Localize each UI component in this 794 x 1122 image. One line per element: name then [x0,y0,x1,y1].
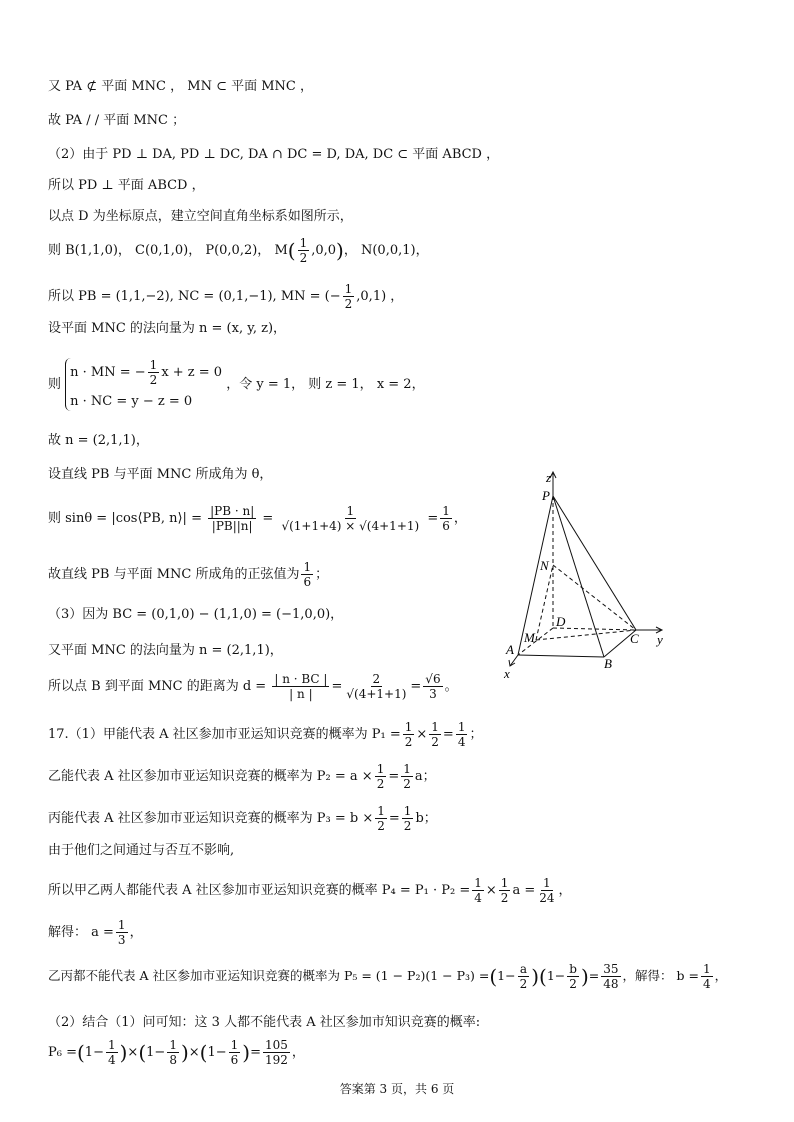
fraction [148,358,160,387]
fraction [701,962,713,991]
numerator: 1 [702,962,711,976]
label-M: M [524,630,535,645]
text-segment: ； [469,727,483,742]
fraction [440,504,452,533]
numerator: |PB · n| [210,504,255,518]
numerator: 1 [431,720,439,734]
denominator: 2 [403,819,412,833]
denominator: 4 [702,977,711,991]
fraction [601,962,620,991]
denominator: |PB||n| [211,519,253,533]
denominator: 2 [403,777,411,791]
denominator: 2 [500,891,509,905]
text-segment: 17.（1）甲能代表 A 社区参加市亚运知识竞赛的概率为 P₁ = [48,727,401,742]
fraction [401,762,413,791]
text-segment: 解得： a = [48,925,114,940]
fraction [167,1038,179,1067]
system-row [70,358,222,387]
text-segment: ， [291,1045,305,1060]
denominator: 2 [344,297,353,311]
denominator: 6 [230,1053,239,1067]
text-segment: ， [453,511,467,526]
denominator: 4 [107,1053,116,1067]
numerator: 1 [230,1038,239,1052]
text-line: 设直线 PB 与平面 MNC 所成角为 θ， [48,467,273,482]
denominator: 2 [299,251,308,265]
edge-AB [518,655,604,657]
text-line: 由于他们之间通过与否互不影响, [48,843,235,858]
fraction [456,720,468,749]
text-line: 则 sinθ = |cos⟨PB, n⟩| = $\frac{|PB \cdot n|}{|PB||n|}$ = $\frac{1}{√(1+1+4) \times √(4+1+1)}$ = $\frac{1}{6}$ ， [48,504,467,533]
text-segment: ，解得： b = [622,968,699,983]
text-line [48,918,143,947]
fraction [116,918,128,947]
fraction [301,560,313,589]
text-line: 所以点 B 到平面 MNC 的距离为 d = $\frac{| n \cdot BC |}{| n |}$ = $\frac{2}{√(4+1+1)}$ = $\frac{√6}{3}$ 。 [48,672,458,701]
numerator: 1 [149,358,158,372]
text-line: 所以 PD ⊥ 平面 ABCD ， [48,178,205,193]
denominator: 2 [149,373,158,387]
text-line: 乙丙都不能代表 A 社区参加市亚运知识竞赛的概率为 P₅ = (1 − P₂)(1 − P₃) =(1− $\frac{a}{2}$ )(1− $\frac{b}{2}$ )= $\frac{35}{48}$ ，解得： b = $\frac{1}{4}$ ， [48,962,728,991]
denominator: √(4+1+1) [346,687,407,701]
text-line [48,282,403,311]
denominator: 2 [519,977,528,991]
text-line: 设平面 MNC 的法向量为 n = (x, y, z)， [48,321,287,336]
label-P: P [542,488,550,503]
text-segment: 。 [444,679,458,694]
text-segment: 乙能代表 A 社区参加市亚运知识竞赛的概率为 P₂ = a × [48,769,373,784]
denominator: 2 [569,977,577,991]
numerator: 1 [457,720,466,734]
numerator: 1 [299,236,308,250]
numerator: 1 [403,804,412,818]
fraction [403,720,415,749]
text-line: 丙能代表 A 社区参加市亚运知识竞赛的概率为 P₃ = b × $\frac{1}{2}$ = $\frac{1}{2}$ b； [48,804,437,833]
numerator: 1 [403,762,411,776]
text-line: 故 PA / / 平面 MNC ； [48,113,186,128]
numerator: 1 [543,876,551,890]
denominator: √(1+1+4) × √(4+1+1) [281,519,420,533]
numerator: | n · BC | [274,672,328,686]
denominator: 8 [169,1053,177,1067]
numerator: 35 [603,962,619,976]
text-segment: = [262,511,274,526]
text-segment: 则 sinθ = |cos⟨PB, n⟩| = [48,511,202,526]
numerator: 2 [372,672,381,686]
fraction [518,962,530,991]
text-line: （2）由于 PD ⊥ DA, PD ⊥ DC, DA ∩ DC = D, DA, DC ⊂ 平面 ABCD ， [48,147,500,162]
fraction [272,672,329,701]
edge-MN [536,565,553,640]
page-footer: 答案第 3 页，共 6 页 [339,1082,455,1096]
text-segment: ， [714,968,728,983]
fraction [472,876,484,905]
text-line [48,560,328,589]
fraction [375,762,387,791]
numerator: 1 [346,504,355,518]
fraction [229,1038,241,1067]
numerator: 1 [107,1038,116,1052]
numerator: 1 [169,1038,177,1052]
text-segment: 所以甲乙两人都能代表 A 社区参加市亚运知识竞赛的概率 P₄ = P₁ · P₂ = [48,883,471,898]
denominator: 6 [303,575,312,589]
pyramid-figure [496,460,676,685]
fraction [344,672,408,701]
label-x: x [504,666,510,681]
denominator: 4 [457,735,466,749]
fraction [208,504,256,533]
label-y: y [657,632,663,647]
numerator: 1 [303,560,312,574]
fraction [343,282,355,311]
denominator: 3 [429,687,437,701]
edge-MC [536,630,636,640]
denominator: 4 [474,891,482,905]
fraction [375,804,387,833]
numerator: 1 [344,282,353,296]
text-segment: ，令 y = 1， 则 z = 1， x = 2， [226,377,425,392]
fraction [423,672,442,701]
text-line: 则 B(1,1,0)， C(0,1,0)， P(0,0,2)， M( $\frac{1}{2}$ ,0,0)， N(0,0,1)， [48,236,429,265]
text-line: 所以甲乙两人都能代表 A 社区参加市亚运知识竞赛的概率 P₄ = P₁ · P₂ = $\frac{1}{4}$ × $\frac{1}{2}$ a = $\frac{1}{24}$ ， [48,876,572,905]
label-z: z [546,470,552,485]
label-C: C [630,631,639,646]
text-segment: n · MN = − [70,365,146,380]
system-row: n · NC = y − z = 0 [70,394,193,409]
text-line: P₆ =(1− $\frac{1}{4}$ )×(1− $\frac{1}{8}$ )×(1− $\frac{1}{6}$ )= $\frac{105}{192}$ ， [48,1038,305,1067]
denominator: 2 [404,735,413,749]
fraction [402,804,414,833]
text-line: 以点 D 为坐标原点，建立空间直角坐标系如图所示， [48,209,353,224]
fraction [279,504,421,533]
fraction [429,720,441,749]
text-segment: ， [558,883,572,898]
text-segment: 乙丙都不能代表 A 社区参加市亚运知识竞赛的概率为 P₅ = (1 − P₂)(1 − P₃) = [48,968,490,983]
denominator: 3 [117,933,126,947]
equation-system [48,358,425,411]
edge-PB [553,496,604,657]
denominator: 2 [431,735,439,749]
text-segment: 所以点 B 到平面 MNC 的距离为 d = [48,679,267,694]
edge-NC [553,565,636,630]
denominator: 48 [603,977,619,991]
fraction [106,1038,118,1067]
text-segment: a； [414,769,436,784]
text-line: 故 n = (2,1,1)， [48,433,149,448]
text-line: 又平面 MNC 的法向量为 n = (2,1,1)， [48,643,283,658]
label-N: N [540,558,549,573]
text-line: （2）结合（1）问可知：这 3 人都不能代表 A 社区参加市知识竞赛的概率: [48,1015,481,1030]
text-line: 又 PA ⊄ 平面 MNC ， MN ⊂ 平面 MNC ， [48,79,314,94]
text-segment: 故直线 PB 与平面 MNC 所成角的正弦值为 [48,567,300,582]
text-segment: ； [315,567,329,582]
text-segment: ,0,1) ， [356,289,404,304]
denominator: 6 [442,519,450,533]
numerator: 1 [500,876,509,890]
text-line: 乙能代表 A 社区参加市亚运知识竞赛的概率为 P₂ = a × $\frac{1}{2}$ = $\frac{1}{2}$ a； [48,762,436,791]
text-segment: ， N(0,0,1)， [343,243,429,258]
numerator: a [519,962,527,976]
label-D: D [556,614,566,629]
fraction [263,1038,290,1067]
label-B: B [604,656,612,671]
text-segment: P₆ = [48,1045,77,1060]
edge-PC [553,496,636,630]
brace-system [65,358,222,411]
numerator: 1 [376,762,385,776]
fraction [298,236,310,265]
numerator: 1 [404,720,413,734]
numerator: √6 [425,672,441,686]
fraction [499,876,511,905]
label-A: A [506,642,514,657]
fraction [537,876,556,905]
fraction [567,962,579,991]
denominator: | n | [289,687,313,701]
text-segment: x + z = 0 [161,365,223,380]
numerator: 1 [117,918,126,932]
denominator: 2 [377,819,385,833]
denominator: 192 [265,1053,288,1067]
text-line: 17.（1）甲能代表 A 社区参加市亚运知识竞赛的概率为 P₁ = $\frac{1}{2}$ × $\frac{1}{2}$ = $\frac{1}{4}$ ； [48,720,483,749]
numerator: b [569,962,577,976]
text-segment: 则 [48,377,62,392]
text-segment: 丙能代表 A 社区参加市亚运知识竞赛的概率为 P₃ = b × [48,811,374,826]
text-segment: 则 B(1,1,0)， C(0,1,0)， P(0,0,2)， M [48,243,288,258]
numerator: 105 [265,1038,288,1052]
text-segment: 所以 PB = (1,1,−2), NC = (0,1,−1), MN = (− [48,289,341,304]
text-line: （3）因为 BC = (0,1,0) − (1,1,0) = (−1,0,0)， [48,607,344,622]
numerator: 1 [377,804,385,818]
numerator: 1 [474,876,482,890]
text-segment: ， [129,925,143,940]
denominator: 2 [376,777,385,791]
denominator: 24 [539,891,555,905]
text-segment: b； [415,811,437,826]
numerator: 1 [442,504,450,518]
